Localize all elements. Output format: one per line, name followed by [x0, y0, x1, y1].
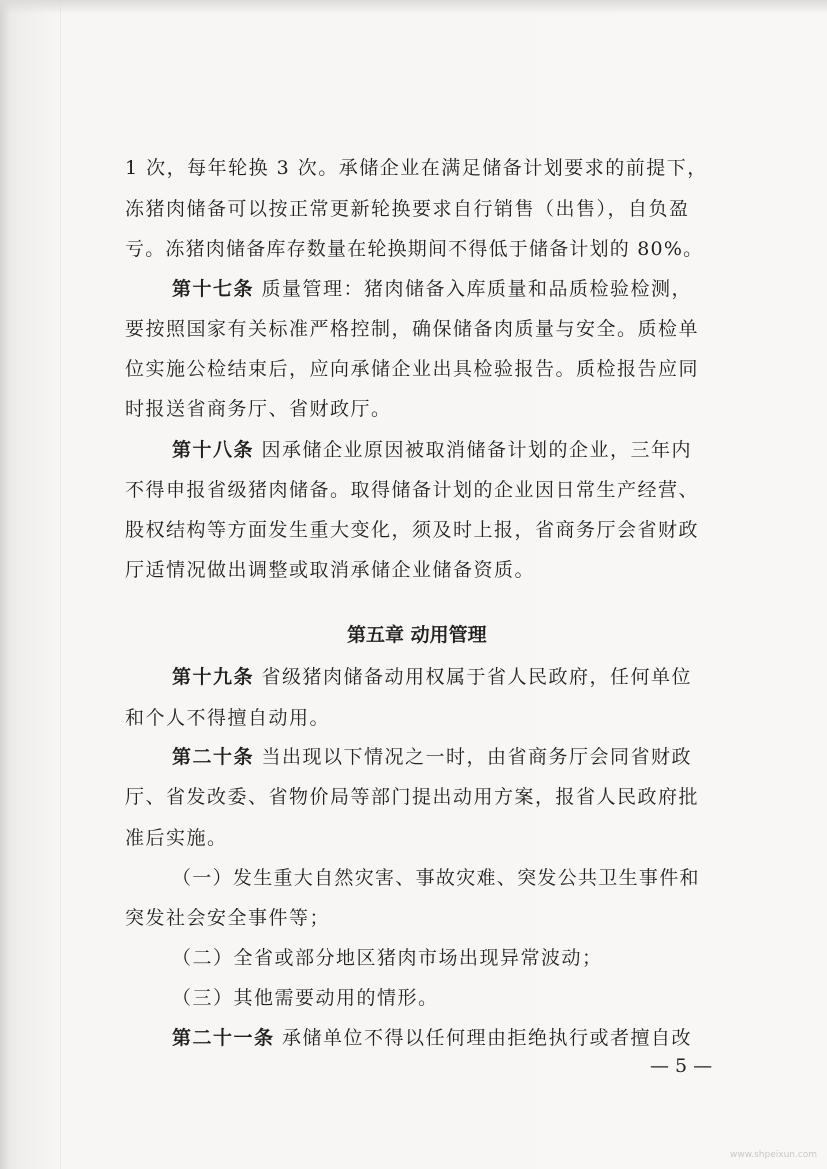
article-18-first-line: [0, 438, 827, 462]
article-19-heading: 第十九条: [172, 666, 255, 688]
article-21-text: 承储单位不得以任何理由拒绝执行或者擅自改: [274, 1027, 693, 1049]
list-item-1-cont: 突发社会安全事件等；: [125, 907, 331, 929]
article-21-first-line: [0, 1026, 827, 1050]
article-20-heading: 第二十条: [172, 746, 255, 768]
article-17-line-3: 位实施公检结束后，应向承储企业出具检验报告。质检报告应同: [125, 358, 700, 380]
article-18-text: 因承储企业原因被取消储备计划的企业，三年内: [254, 439, 693, 461]
article-20-line-2: 厅、省发改委、省物价局等部门提出动用方案，报省人民政府批: [125, 786, 700, 808]
article-17-heading: 第十七条: [172, 278, 255, 300]
list-item-1: （一）发生重大自然灾害、事故灾难、突发公共卫生事件和: [172, 867, 700, 889]
article-20-first-line: [0, 745, 827, 769]
article-19-line-2: 和个人不得擅自动用。: [125, 707, 331, 729]
article-19-text: 省级猪肉储备动用权属于省人民政府，任何单位: [254, 666, 693, 688]
watermark: www.shpeixun.com: [730, 1150, 818, 1160]
article-21-heading: 第二十一条: [172, 1027, 275, 1049]
article-18-line-3: 股权结构等方面发生重大变化，须及时上报，省商务厅会省财政: [125, 519, 700, 541]
article-19-first-line: [0, 665, 827, 689]
article-17-line-4: 时报送省商务厅、省财政厅。: [125, 398, 392, 420]
article-17-first-line: [0, 277, 827, 301]
list-item-2: （二）全省或部分地区猪肉市场出现异常波动；: [172, 947, 603, 969]
text-line-2: 冻猪肉储备可以按正常更新轮换要求自行销售（出售），自负盈: [125, 198, 690, 220]
chapter-title: 第五章 动用管理: [347, 624, 487, 646]
article-20-text: 当出现以下情况之一时，由省商务厅会同省财政: [254, 746, 693, 768]
text-line-3: 亏。冻猪肉储备库存数量在轮换期间不得低于储备计划的 80%。: [125, 238, 704, 260]
article-18-heading: 第十八条: [172, 439, 255, 461]
article-20-line-3: 准后实施。: [125, 827, 228, 849]
list-item-3: （三）其他需要动用的情形。: [172, 987, 439, 1009]
top-shadow: [0, 0, 827, 14]
article-18-line-2: 不得申报省级猪肉储备。取得储备计划的企业因日常生产经营、: [125, 479, 700, 501]
page-number: — 5 —: [650, 1055, 713, 1077]
text-line-1: 1 次，每年轮换 3 次。承储企业在满足储备计划要求的前提下，: [125, 157, 708, 179]
article-17-line-2: 要按照国家有关标准严格控制，确保储备肉质量与安全。质检单: [125, 318, 700, 340]
article-18-line-4: 厅适情况做出调整或取消承储企业储备资质。: [125, 559, 536, 581]
article-17-text: 质量管理：猪肉储备入库质量和品质检验检测，: [254, 278, 693, 300]
